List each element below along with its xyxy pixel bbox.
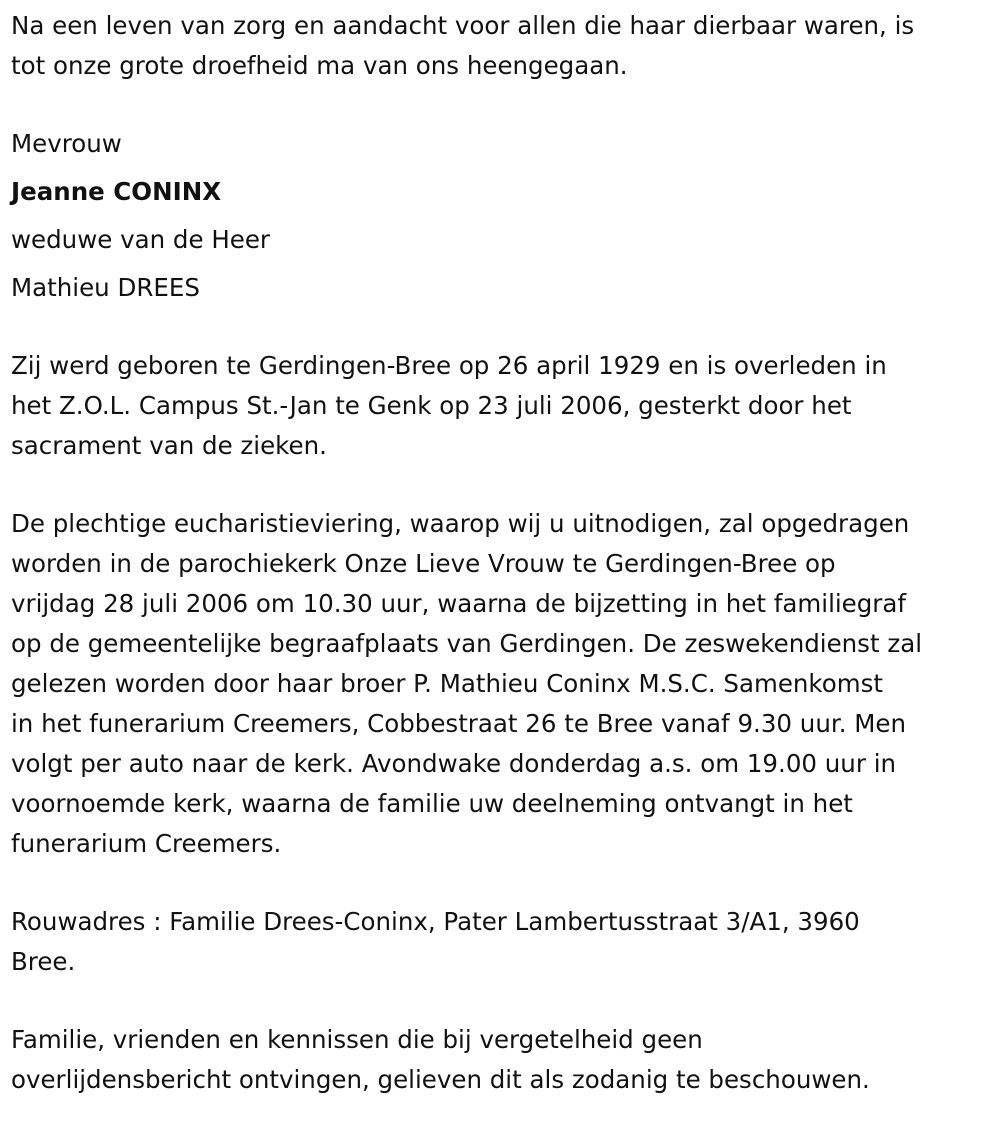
ceremony-line-8: voornoemde kerk, waarna de familie uw deelneming ontvangt in het <box>11 789 853 818</box>
birth-death-paragraph <box>11 346 991 466</box>
ceremony-line-3: vrijdag 28 juli 2006 om 10.30 uur, waarna de bijzetting in het familiegraf <box>11 589 907 618</box>
intro-paragraph <box>11 6 991 86</box>
birth-death-line-1: Zij werd geboren te Gerdingen-Bree op 26 april 1929 en is overleden in <box>11 351 887 380</box>
address-line-1: Rouwadres : Familie Drees-Coninx, Pater Lambertusstraat 3/A1, 3960 <box>11 907 860 936</box>
ceremony-line-4: op de gemeentelijke begraafplaats van Gerdingen. De zeswekendienst zal <box>11 629 923 658</box>
address-line-2: Bree. <box>11 947 76 976</box>
notice-paragraph <box>11 1020 991 1100</box>
birth-death-line-3: sacrament van de zieken. <box>11 431 327 460</box>
ceremony-line-5: gelezen worden door haar broer P. Mathieu Coninx M.S.C. Samenkomst <box>11 669 883 698</box>
birth-death-line-2: het Z.O.L. Campus St.-Jan te Genk op 23 juli 2006, gesterkt door het <box>11 391 852 420</box>
address-paragraph <box>11 902 991 982</box>
notice-line-1: Familie, vrienden en kennissen die bij vergetelheid geen <box>11 1025 703 1054</box>
ceremony-line-9: funerarium Creemers. <box>11 829 282 858</box>
spouse-name: Mathieu DREES <box>11 273 200 302</box>
ceremony-paragraph <box>11 504 991 864</box>
deceased-name: Jeanne CONINX <box>11 177 222 206</box>
deceased-title: Mevrouw <box>11 129 122 158</box>
ceremony-line-2: worden in de parochiekerk Onze Lieve Vrouw te Gerdingen-Bree op <box>11 549 836 578</box>
intro-line-1: Na een leven van zorg en aandacht voor allen die haar dierbaar waren, is <box>11 11 915 40</box>
notice-line-2: overlijdensbericht ontvingen, gelieven dit als zodanig te beschouwen. <box>11 1065 870 1094</box>
deceased-relation: weduwe van de Heer <box>11 225 270 254</box>
intro-line-2: tot onze grote droefheid ma van ons heengegaan. <box>11 51 628 80</box>
ceremony-line-7: volgt per auto naar de kerk. Avondwake donderdag a.s. om 19.00 uur in <box>11 749 897 778</box>
ceremony-line-1: De plechtige eucharistieviering, waarop wij u uitnodigen, zal opgedragen <box>11 509 910 538</box>
obituary-document <box>11 6 991 1100</box>
ceremony-line-6: in het funerarium Creemers, Cobbestraat 26 te Bree vanaf 9.30 uur. Men <box>11 709 907 738</box>
